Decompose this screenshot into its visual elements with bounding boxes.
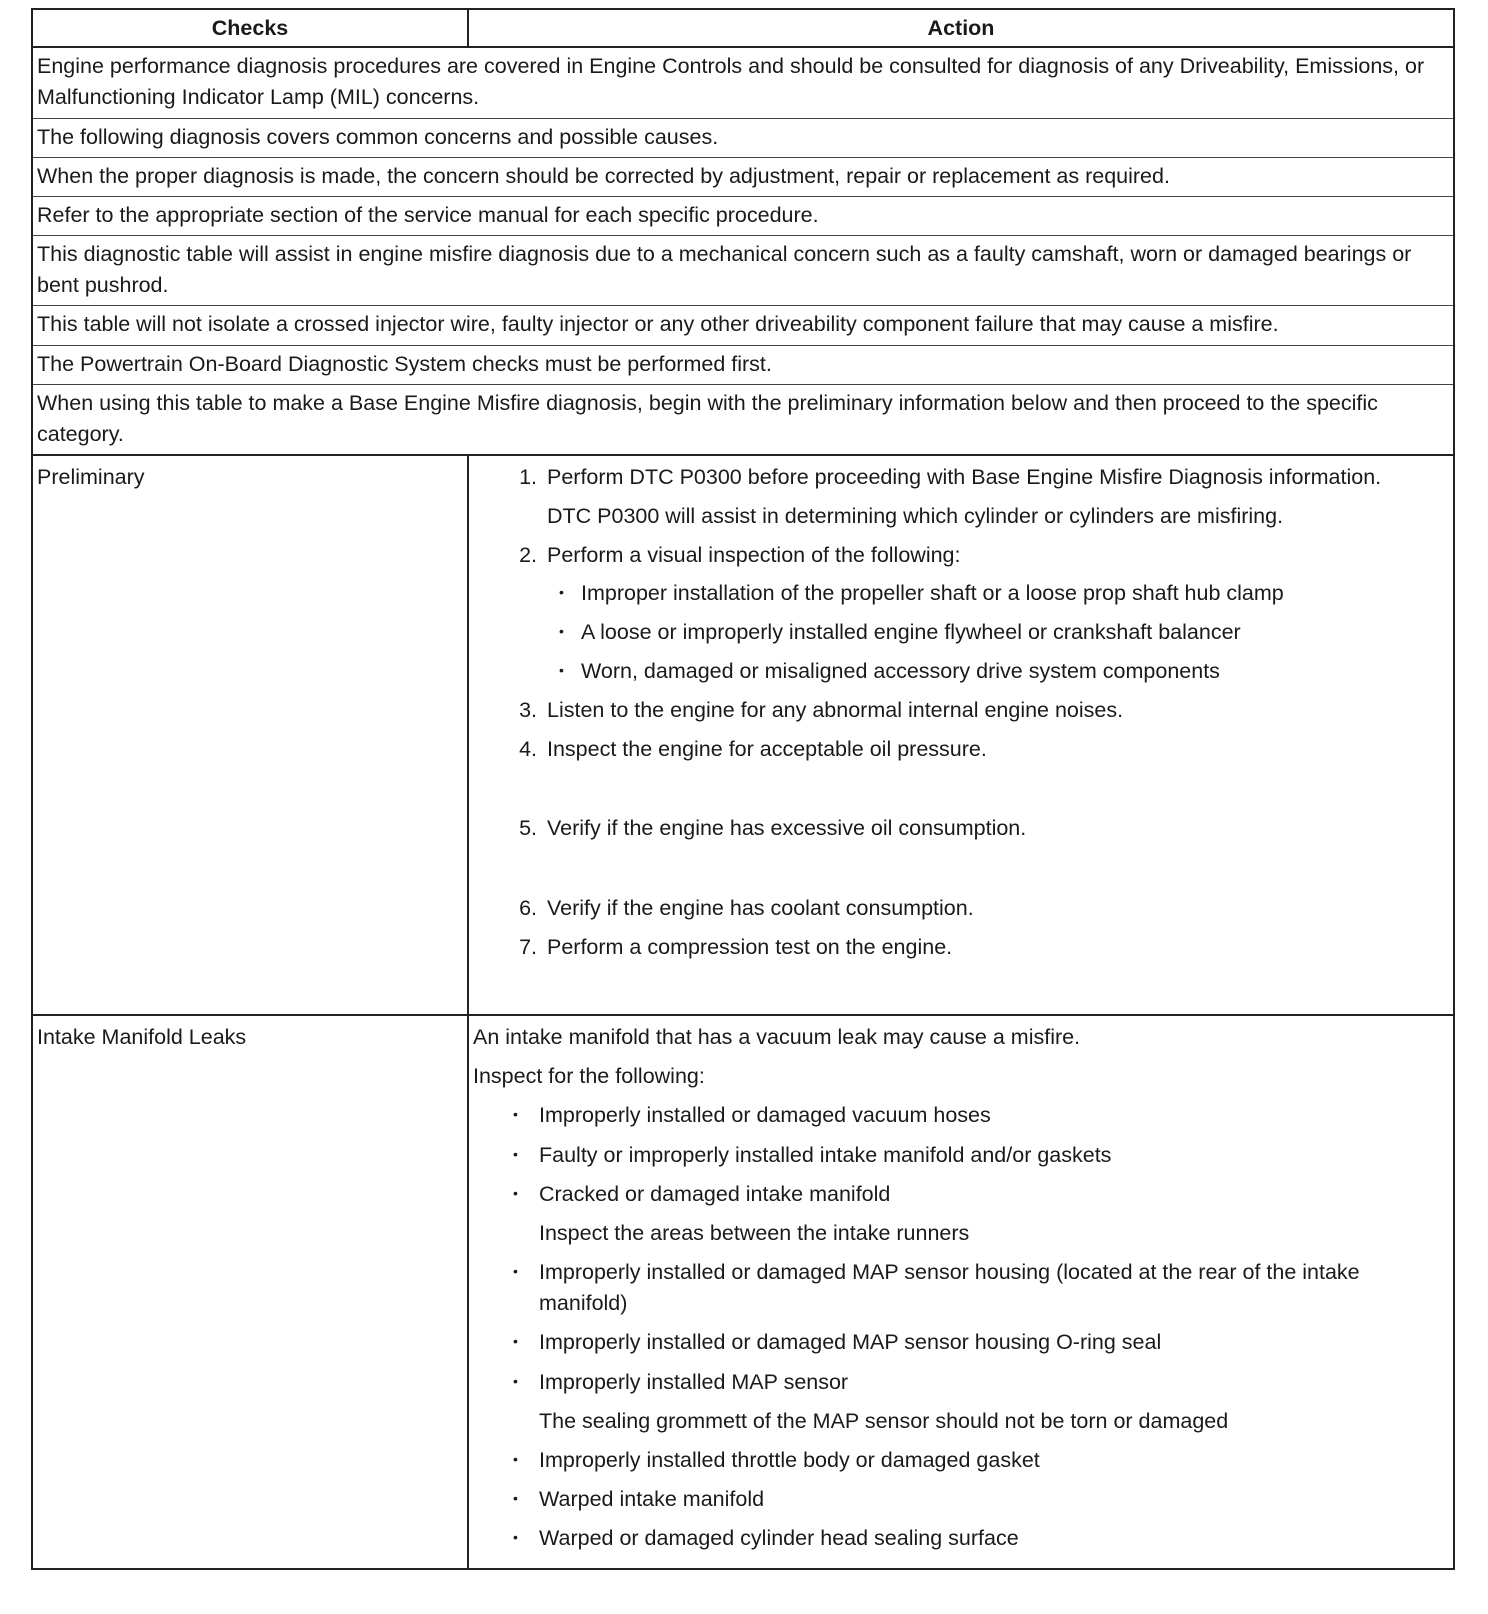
intro-paragraph: Engine performance diagnosis procedures are covered in Engine Controls and should be consulted for diagnosis of any Driveability, Emissions, or Malfunctioning Indicator Lamp (MIL) concerns. [33,48,1453,118]
intake-action-cell [468,1015,1454,1569]
intro-row [32,47,1454,455]
list-item-note: Inspect the areas between the intake runners [539,1220,970,1245]
step-text: Perform a visual inspection of the following: [547,543,961,568]
list-item: • Improperly installed or damaged MAP sensor housing (located at the rear of the intake manifold) [539,1257,1445,1319]
step-item [543,462,1445,532]
list-item-text: Cracked or damaged intake manifold [539,1181,891,1206]
step-item: 3. Listen to the engine for any abnormal internal engine noises. [543,695,1445,726]
list-item: • Improperly installed or damaged MAP sensor housing O-ring seal [539,1327,1445,1358]
list-item: • A loose or improperly installed engine flywheel or crankshaft balancer [581,617,1445,648]
step-item: 7. Perform a compression test on the engine. [543,932,1445,963]
preliminary-action-cell [468,455,1454,1015]
step-text: Perform DTC P0300 before proceeding with Base Engine Misfire Diagnosis information. [547,465,1382,490]
list-item: • Improperly installed throttle body or damaged gasket [539,1445,1445,1476]
list-item: • Warped intake manifold [539,1484,1445,1515]
checks-column-header: Checks [32,9,468,47]
intake-intro-line: Inspect for the following: [473,1064,705,1089]
preliminary-row [32,455,1454,1015]
list-item: • Faulty or improperly installed intake manifold and/or gaskets [539,1140,1445,1171]
intro-paragraph: When using this table to make a Base Engine Misfire diagnosis, begin with the preliminary information below and then proceed to the specific category. [37,390,1378,446]
step-item: 6. Verify if the engine has coolant consumption. [543,893,1445,924]
list-item [539,1179,1445,1249]
diagnostic-table [31,8,1455,1570]
intro-cell [32,47,1454,455]
preliminary-steps [473,462,1445,963]
intro-paragraph: This table will not isolate a crossed injector wire, faulty injector or any other driveability component failure that may cause a misfire. [33,306,1453,345]
table-header-row [32,9,1454,47]
step-note: DTC P0300 will assist in determining which cylinder or cylinders are misfiring. [547,504,1284,529]
intake-intro-line: An intake manifold that has a vacuum leak may cause a misfire. [473,1025,1081,1050]
list-item: • Improper installation of the propeller shaft or a loose prop shaft hub clamp [581,578,1445,609]
preliminary-check-cell: Preliminary [32,455,468,1015]
intake-list [473,1100,1445,1554]
step-item: 5. Verify if the engine has excessive oil consumption. [543,813,1445,844]
intake-check-cell: Intake Manifold Leaks [32,1015,468,1569]
list-item-note: The sealing grommett of the MAP sensor should not be torn or damaged [539,1408,1229,1433]
step-sublist [547,578,1445,688]
intro-paragraph: This diagnostic table will assist in engine misfire diagnosis due to a mechanical concern such as a faulty camshaft, worn or damaged bearings or bent pushrod. [33,236,1453,306]
intro-paragraph: Refer to the appropriate section of the service manual for each specific procedure. [33,197,1453,236]
list-item-text: Improperly installed MAP sensor [539,1369,849,1394]
intake-row [32,1015,1454,1569]
list-item [539,1367,1445,1437]
list-item: • Warped or damaged cylinder head sealing surface [539,1523,1445,1554]
list-item: • Worn, damaged or misaligned accessory drive system components [581,656,1445,687]
intro-paragraph: The Powertrain On-Board Diagnostic System checks must be performed first. [33,346,1453,385]
list-item: • Improperly installed or damaged vacuum hoses [539,1100,1445,1131]
step-item: 4. Inspect the engine for acceptable oil pressure. [543,734,1445,765]
step-item [543,540,1445,687]
intro-paragraph: When the proper diagnosis is made, the concern should be corrected by adjustment, repair or replacement as required. [33,158,1453,197]
action-column-header: Action [468,9,1454,47]
intro-paragraph: The following diagnosis covers common concerns and possible causes. [33,119,1453,158]
